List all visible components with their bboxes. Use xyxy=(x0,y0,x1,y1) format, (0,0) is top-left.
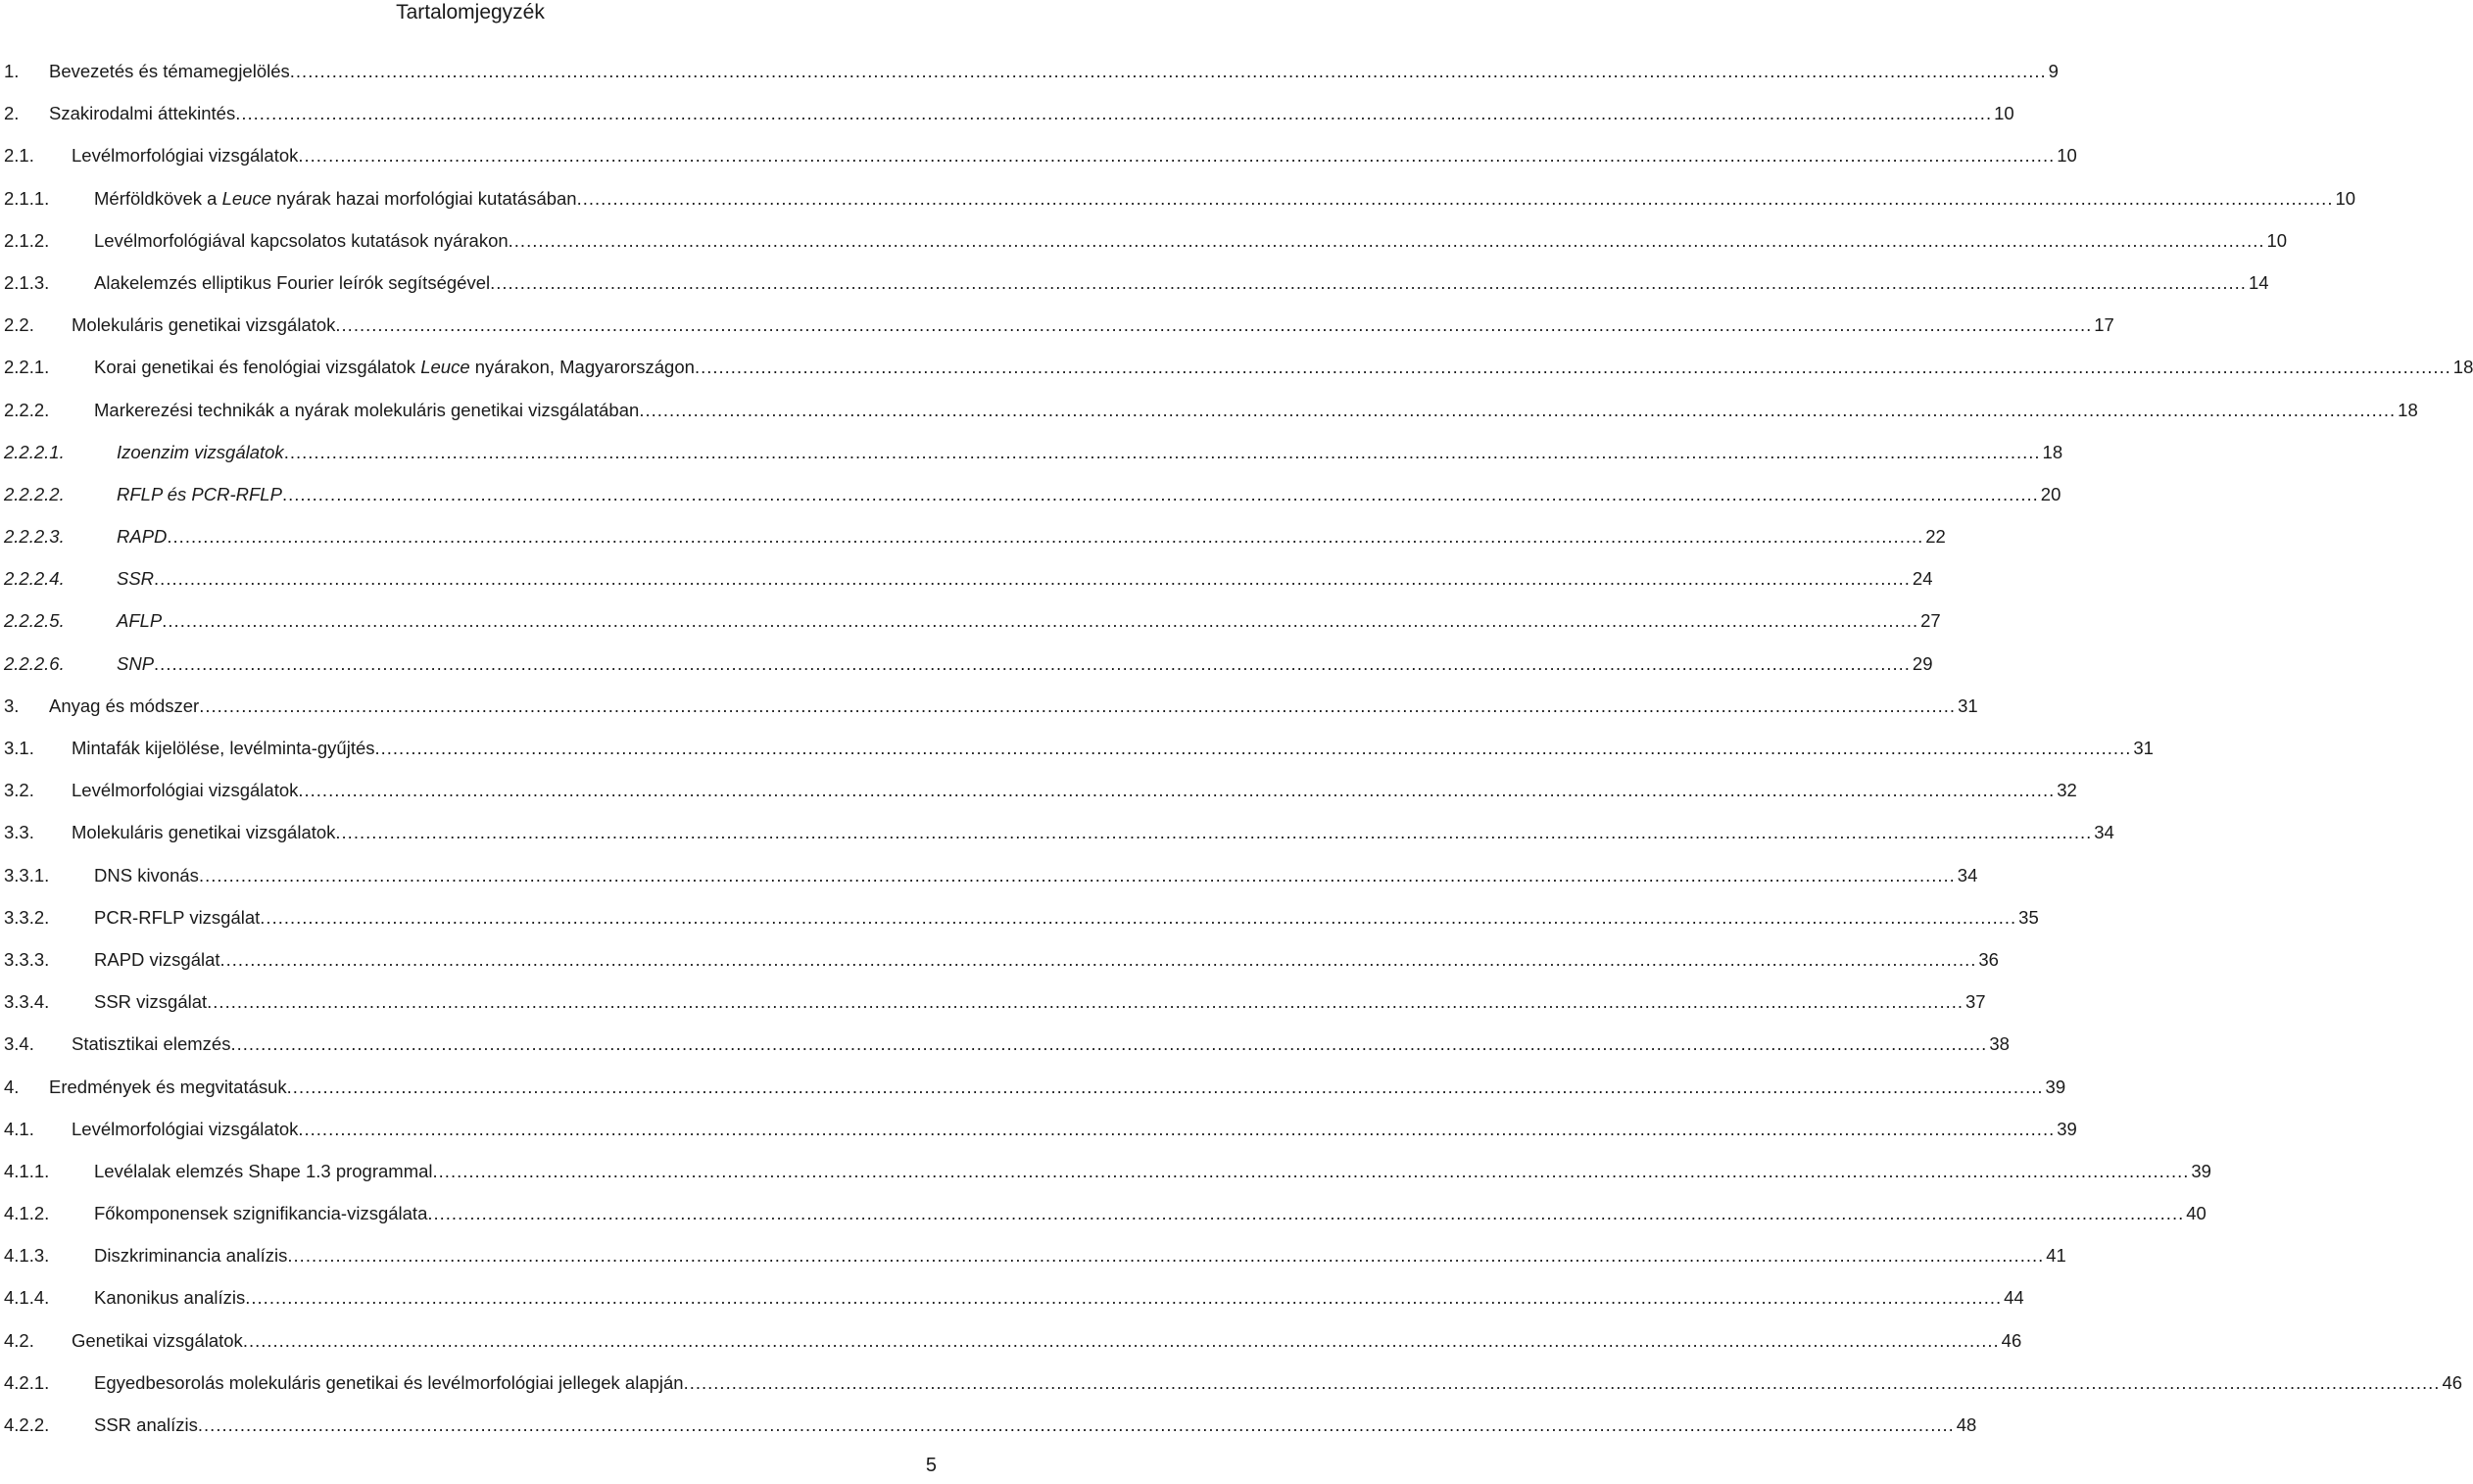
dot-leader xyxy=(577,177,2334,219)
toc-entry-page: 39 xyxy=(2189,1150,2211,1192)
toc-entry-title-part: nyárakon, Magyarországon xyxy=(469,357,695,378)
toc-entry-title-part: Molekuláris genetikai vizsgálatok xyxy=(72,822,336,843)
toc-entry[interactable] xyxy=(4,1404,1977,1446)
toc-entry-page: 46 xyxy=(2000,1319,2022,1362)
dot-leader xyxy=(284,431,2041,473)
toc-entry-title xyxy=(117,643,154,685)
toc-entry[interactable] xyxy=(4,981,1986,1023)
toc-entry-page: 31 xyxy=(2131,727,2154,769)
dot-leader xyxy=(335,811,2092,853)
toc-entry-title xyxy=(49,50,290,92)
toc-entry-title xyxy=(94,1192,427,1234)
toc-entry-number: 4.2.1. xyxy=(4,1371,50,1393)
toc-entry-number: 2.2.1. xyxy=(4,357,50,378)
toc-entry-title-part: SSR analízis xyxy=(94,1414,198,1435)
toc-entry-page: 10 xyxy=(1992,92,2014,134)
toc-entry-page: 18 xyxy=(2451,346,2473,388)
toc-entry[interactable] xyxy=(4,727,2154,769)
toc-entry-title-part: Molekuláris genetikai vizsgálatok xyxy=(72,314,336,336)
toc-entry-page: 17 xyxy=(2092,304,2114,346)
toc-entry-page: 9 xyxy=(2047,50,2059,92)
toc-entry-title-part: SNP xyxy=(117,652,155,674)
toc-entry-title xyxy=(94,1150,433,1192)
toc-entry-page: 44 xyxy=(2002,1276,2024,1318)
toc-entry-title-part: Levélmorfológiával kapcsolatos kutatások nyárakon xyxy=(94,229,509,251)
toc-entry-title-part: Mérföldkövek a xyxy=(94,187,222,209)
toc-entry[interactable] xyxy=(4,346,2473,388)
toc-entry[interactable] xyxy=(4,1319,2022,1362)
toc-entry-number: 3. xyxy=(4,694,20,716)
toc-entry-page: 46 xyxy=(2440,1362,2462,1404)
toc-entry-page: 10 xyxy=(2333,177,2355,219)
dot-leader xyxy=(243,1319,2000,1362)
toc-entry-number: 4.1. xyxy=(4,1118,34,1139)
toc-entry-title-part: Alakelemzés elliptikus Fourier leírók segítségével xyxy=(94,271,491,293)
toc-entry[interactable] xyxy=(4,557,1933,599)
toc-entry-title-part: Genetikai vizsgálatok xyxy=(72,1329,243,1351)
toc-entry[interactable] xyxy=(4,1362,2463,1404)
toc-entry-title xyxy=(117,599,162,642)
dot-leader xyxy=(509,219,2265,262)
toc-entry-page: 39 xyxy=(2044,1066,2066,1108)
toc-entry-title-part: Egyedbesorolás molekuláris genetikai és levélmorfológiai jellegek alapján xyxy=(94,1371,684,1393)
toc-entry-title-part: Levélmorfológiai vizsgálatok xyxy=(72,1118,299,1139)
toc-entry-title xyxy=(117,473,282,515)
page-number: 5 xyxy=(925,1455,937,1476)
toc-entry-title xyxy=(49,685,199,727)
toc-entry-title xyxy=(49,92,235,134)
toc-entry-title-part: Szakirodalmi áttekintés xyxy=(49,103,236,124)
toc-entry-title-part: SSR xyxy=(117,568,155,590)
toc-entry-page: 41 xyxy=(2044,1234,2066,1276)
toc-entry-page: 34 xyxy=(2092,811,2114,853)
toc-entry-page: 24 xyxy=(1911,557,1933,599)
toc-entry-title xyxy=(72,134,298,176)
toc-entry[interactable] xyxy=(4,643,1933,685)
toc-entry-page: 20 xyxy=(2039,473,2061,515)
toc-entry-page: 31 xyxy=(1956,685,1978,727)
toc-entry-number: 2.2.2. xyxy=(4,399,50,420)
toc-entry-title xyxy=(94,896,260,938)
toc-entry-title-part: Markerezési technikák a nyárak molekuláris genetikai vizsgálatában xyxy=(94,399,640,420)
toc-entry-page: 22 xyxy=(1923,515,1946,557)
dot-leader xyxy=(220,938,1977,981)
toc-entry-title xyxy=(94,262,490,304)
dot-leader xyxy=(695,346,2451,388)
dot-leader xyxy=(639,389,2396,431)
dot-leader xyxy=(298,769,2055,811)
dot-leader xyxy=(287,1066,2044,1108)
toc-entry-number: 2.1. xyxy=(4,145,34,167)
toc-entry-number: 2.2.2.6. xyxy=(4,652,65,674)
toc-entry-number: 3.2. xyxy=(4,780,34,801)
toc-entry-title-part: Izoenzim vizsgálatok xyxy=(117,441,284,462)
toc-entry-number: 3.3.2. xyxy=(4,906,50,928)
toc-entry-title xyxy=(94,854,199,896)
toc-entry-title-part: Levélalak elemzés Shape 1.3 programmal xyxy=(94,1160,433,1181)
dot-leader xyxy=(162,599,1918,642)
toc-entry-page: 39 xyxy=(2055,1108,2077,1150)
dot-leader xyxy=(199,685,1956,727)
dot-leader xyxy=(282,473,2039,515)
toc-entry-page: 10 xyxy=(2055,134,2077,176)
toc-entry-page: 37 xyxy=(1964,981,1986,1023)
toc-entry-title-part: Bevezetés és témamegjelölés xyxy=(49,61,290,81)
toc-entry-title-part: RFLP és PCR-RFLP xyxy=(117,483,282,504)
toc-entry[interactable] xyxy=(4,769,2077,811)
toc-entry[interactable] xyxy=(4,219,2288,262)
toc-entry-number: 4.1.2. xyxy=(4,1203,50,1224)
toc-entry[interactable] xyxy=(4,896,2039,938)
toc-entry-number: 4.1.3. xyxy=(4,1245,50,1267)
toc-entry-number: 1. xyxy=(4,61,20,81)
toc-entry-number: 2.2.2.5. xyxy=(4,610,65,632)
dot-leader xyxy=(245,1276,2002,1318)
toc-entry-number: 3.3.4. xyxy=(4,991,50,1013)
toc-entry[interactable] xyxy=(4,262,2269,304)
dot-leader xyxy=(375,727,2132,769)
toc-entry-number: 4. xyxy=(4,1076,20,1097)
dot-leader xyxy=(684,1362,2441,1404)
toc-entry-page: 14 xyxy=(2247,262,2269,304)
toc-entry-title xyxy=(72,1023,230,1065)
toc-entry-page: 10 xyxy=(2265,219,2288,262)
toc-entry[interactable] xyxy=(4,515,1946,557)
toc-entry-page: 29 xyxy=(1911,643,1933,685)
toc-entry[interactable] xyxy=(4,1150,2211,1192)
toc-entry-number: 2.1.1. xyxy=(4,187,50,209)
dot-leader xyxy=(298,134,2055,176)
toc-entry-title xyxy=(94,1234,287,1276)
dot-leader xyxy=(167,515,1923,557)
toc-entry-title-part: Leuce xyxy=(420,357,470,378)
toc-entry-title xyxy=(72,1108,298,1150)
dot-leader xyxy=(154,643,1911,685)
toc-entry-number: 4.2.2. xyxy=(4,1414,50,1435)
toc-entry[interactable] xyxy=(4,599,1941,642)
toc-entry[interactable] xyxy=(4,1234,2066,1276)
toc-entry-page: 36 xyxy=(1976,938,1999,981)
toc-entry-page: 35 xyxy=(2016,896,2039,938)
toc-entry-title xyxy=(94,177,577,219)
toc-entry-title-part: Korai genetikai és fenológiai vizsgálatok xyxy=(94,357,421,378)
toc-entry-number: 3.3.3. xyxy=(4,948,50,970)
toc-entry-page: 38 xyxy=(1987,1023,2010,1065)
toc-entry-title-part: DNS kivonás xyxy=(94,864,199,886)
dot-leader xyxy=(230,1023,1987,1065)
dot-leader xyxy=(235,92,1992,134)
toc-entry[interactable] xyxy=(4,431,2063,473)
toc-entry[interactable] xyxy=(4,92,2014,134)
toc-entry-title xyxy=(72,727,375,769)
toc-entry-title-part: Mintafák kijelölése, levélminta-gyűjtés xyxy=(72,738,375,758)
dot-leader xyxy=(335,304,2092,346)
toc-entry-number: 2.2.2.4. xyxy=(4,568,65,590)
toc-entry-title-part: SSR vizsgálat xyxy=(94,991,208,1013)
table-of-contents xyxy=(4,50,2473,1446)
toc-entry[interactable] xyxy=(4,1108,2077,1150)
toc-entry-title xyxy=(94,389,639,431)
toc-entry-title xyxy=(49,1066,287,1108)
toc-entry-number: 3.3.1. xyxy=(4,864,50,886)
toc-entry-title-part: Leuce xyxy=(221,187,271,209)
toc-entry-page: 27 xyxy=(1918,599,1941,642)
toc-entry-title-part: Diszkriminancia analízis xyxy=(94,1245,288,1267)
toc-entry-title xyxy=(72,304,335,346)
dot-leader xyxy=(490,262,2247,304)
toc-entry-page: 34 xyxy=(1956,854,1978,896)
dot-leader xyxy=(198,1404,1955,1446)
toc-entry-page: 18 xyxy=(2396,389,2418,431)
toc-entry-page: 18 xyxy=(2041,431,2063,473)
toc-entry-title xyxy=(94,1276,245,1318)
toc-entry-number: 2.1.3. xyxy=(4,271,50,293)
toc-entry-title-part: Eredmények és megvitatásuk xyxy=(49,1076,287,1097)
toc-entry-title-part: Főkomponensek szignifikancia-vizsgálata xyxy=(94,1203,428,1224)
toc-entry[interactable] xyxy=(4,177,2356,219)
toc-entry[interactable] xyxy=(4,811,2114,853)
toc-entry-number: 2.2.2.3. xyxy=(4,526,65,548)
dot-leader xyxy=(199,854,1956,896)
toc-entry-number: 2.2. xyxy=(4,314,34,336)
dot-leader xyxy=(298,1108,2055,1150)
toc-entry-title xyxy=(94,1404,198,1446)
toc-entry-title xyxy=(94,938,220,981)
dot-leader xyxy=(433,1150,2190,1192)
toc-entry-title xyxy=(94,981,207,1023)
toc-entry-page: 40 xyxy=(2184,1192,2206,1234)
toc-entry-number: 4.1.4. xyxy=(4,1287,50,1309)
toc-entry-title-part: AFLP xyxy=(117,610,163,632)
toc-entry-title xyxy=(117,431,284,473)
toc-entry-number: 2.1.2. xyxy=(4,229,50,251)
toc-entry-page: 48 xyxy=(1955,1404,1977,1446)
toc-entry-title-part: PCR-RFLP vizsgálat xyxy=(94,906,261,928)
toc-entry-page: 32 xyxy=(2055,769,2077,811)
toc-title: Tartalomjegyzék xyxy=(396,1,545,24)
toc-entry[interactable] xyxy=(4,473,2061,515)
toc-entry-number: 3.3. xyxy=(4,822,34,843)
toc-entry[interactable] xyxy=(4,1023,2010,1065)
toc-entry-title xyxy=(72,811,335,853)
toc-entry-title-part: RAPD xyxy=(117,526,168,548)
toc-entry[interactable] xyxy=(4,304,2114,346)
toc-entry-title-part: Kanonikus analízis xyxy=(94,1287,246,1309)
toc-entry-title-part: nyárak hazai morfológiai kutatásában xyxy=(271,187,577,209)
toc-entry-title-part: RAPD vizsgálat xyxy=(94,948,220,970)
toc-entry-number: 2.2.2.2. xyxy=(4,483,65,504)
toc-entry[interactable] xyxy=(4,389,2418,431)
toc-entry-number: 4.2. xyxy=(4,1329,34,1351)
toc-entry-title xyxy=(94,1362,684,1404)
toc-entry[interactable] xyxy=(4,1066,2066,1108)
toc-entry-title xyxy=(117,515,167,557)
dot-leader xyxy=(207,981,1964,1023)
toc-entry[interactable] xyxy=(4,685,1978,727)
toc-entry-title xyxy=(72,1319,243,1362)
toc-entry[interactable] xyxy=(4,134,2077,176)
toc-entry-title xyxy=(94,346,695,388)
toc-entry[interactable] xyxy=(4,938,1999,981)
dot-leader xyxy=(290,50,2047,92)
toc-entry-title xyxy=(117,557,154,599)
toc-entry[interactable] xyxy=(4,854,1978,896)
toc-entry-title-part: Statisztikai elemzés xyxy=(72,1033,231,1055)
dot-leader xyxy=(260,896,2016,938)
toc-entry-title-part: Levélmorfológiai vizsgálatok xyxy=(72,780,299,801)
dot-leader xyxy=(287,1234,2044,1276)
toc-entry-title-part: Anyag és módszer xyxy=(49,694,200,716)
toc-entry[interactable] xyxy=(4,50,2059,92)
toc-entry-title xyxy=(94,219,509,262)
toc-entry[interactable] xyxy=(4,1192,2206,1234)
dot-leader xyxy=(427,1192,2184,1234)
toc-entry-number: 2. xyxy=(4,103,20,124)
toc-entry-number: 3.4. xyxy=(4,1033,34,1055)
toc-entry-number: 2.2.2.1. xyxy=(4,441,65,462)
toc-entry-title xyxy=(72,769,298,811)
dot-leader xyxy=(154,557,1911,599)
toc-entry-number: 3.1. xyxy=(4,738,34,758)
toc-entry-number: 4.1.1. xyxy=(4,1160,50,1181)
toc-entry-title-part: Levélmorfológiai vizsgálatok xyxy=(72,145,299,167)
toc-entry[interactable] xyxy=(4,1276,2024,1318)
